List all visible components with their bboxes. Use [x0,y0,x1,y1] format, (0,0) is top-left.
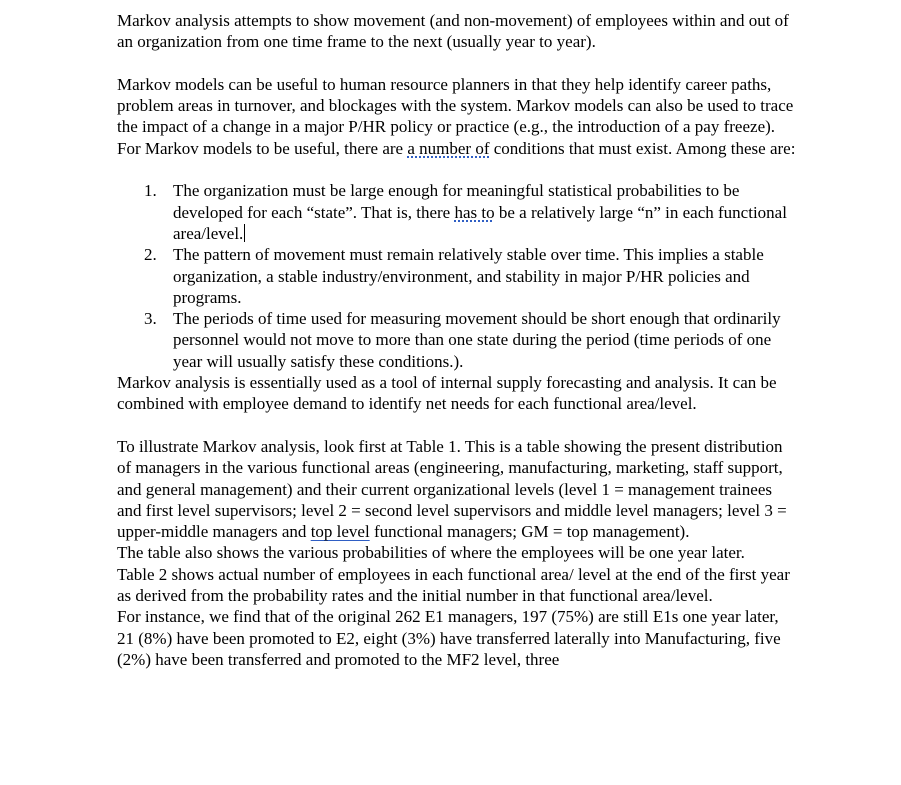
grammar-flag-has-to[interactable]: has to [454,202,495,222]
paragraph-text: conditions that must exist. Among these are: [489,138,796,158]
blank-line [117,159,797,180]
conditions-list [117,180,797,372]
paragraph-table1-intro [117,436,797,542]
list-number: 1. [144,181,157,201]
list-number: 3. [144,309,157,329]
blank-line [117,415,797,436]
paragraph-markov-usefulness [117,74,797,159]
document-page[interactable] [117,10,797,670]
grammar-flag-a-number-of[interactable]: a number of [407,138,490,158]
paragraph-probabilities: The table also shows the various probabilities of where the employees will be one year later. [117,543,745,563]
list-item [117,308,797,372]
paragraph-example: For instance, we find that of the original 262 E1 managers, 197 (75%) are still E1s one year later, 21 (8%) have been promoted to E2, eight (3%) have transferred laterally into Manufacturing, five (2%) have been transferred and promoted to the MF2 level, three [117,607,781,669]
list-item-text: The periods of time used for measuring movement should be short enough that ordinarily personnel would not move to more than one state during the period (time periods of one year will usually satisfy these conditions.). [173,309,781,371]
blank-line [117,53,797,74]
paragraph-supply-forecasting: Markov analysis is essentially used as a tool of internal supply forecasting and analysis. It can be combined with employee demand to identify net needs for each functional area/level. [117,373,777,414]
list-item-text: be a relatively large “n” in each functional area/level. [173,202,787,243]
paragraph-markov-intro: Markov analysis attempts to show movement (and non-movement) of employees within and out of an organization from one time frame to the next (usually year to year). [117,11,789,52]
list-item-text: The pattern of movement must remain relatively stable over time. This implies a stable organization, a stable industry/environment, and stability in major P/HR policies and programs. [173,245,764,307]
list-item [117,244,797,308]
list-number: 2. [144,245,157,265]
paragraph-table2: Table 2 shows actual number of employees in each functional area/ level at the end of the first year as derived from the probability rates and the initial number in that functional area/level. [117,564,790,606]
paragraph-text: To illustrate Markov analysis, look first at Table 1. This is a table showing the present distribution of managers in the various functional areas (engineering, manufacturing, marketing, staff support, and general management) and their current organizational levels (level 1 = management trainees and first level supervisors; level 2 = second level supervisors and middle level managers; level 3 = upper-middle managers and [117,436,787,542]
paragraph-text: functional managers; GM = top management). [369,522,690,542]
underlined-top-level[interactable]: top level [310,522,370,542]
paragraph-text: Markov models can be useful to human resource planners in that they help identify career paths, problem areas in turnover, and blockages with the system. Markov models can also be used to trace the impact of a change in a major P/HR policy or practice (e.g., the introduction of a pay freeze). For Markov models to be useful, there are [117,74,794,158]
text-cursor [244,224,245,242]
list-item-text: The organization must be large enough for meaningful statistical probabilities to be developed for each “state”. That is, there [173,181,740,222]
list-item [117,180,797,244]
